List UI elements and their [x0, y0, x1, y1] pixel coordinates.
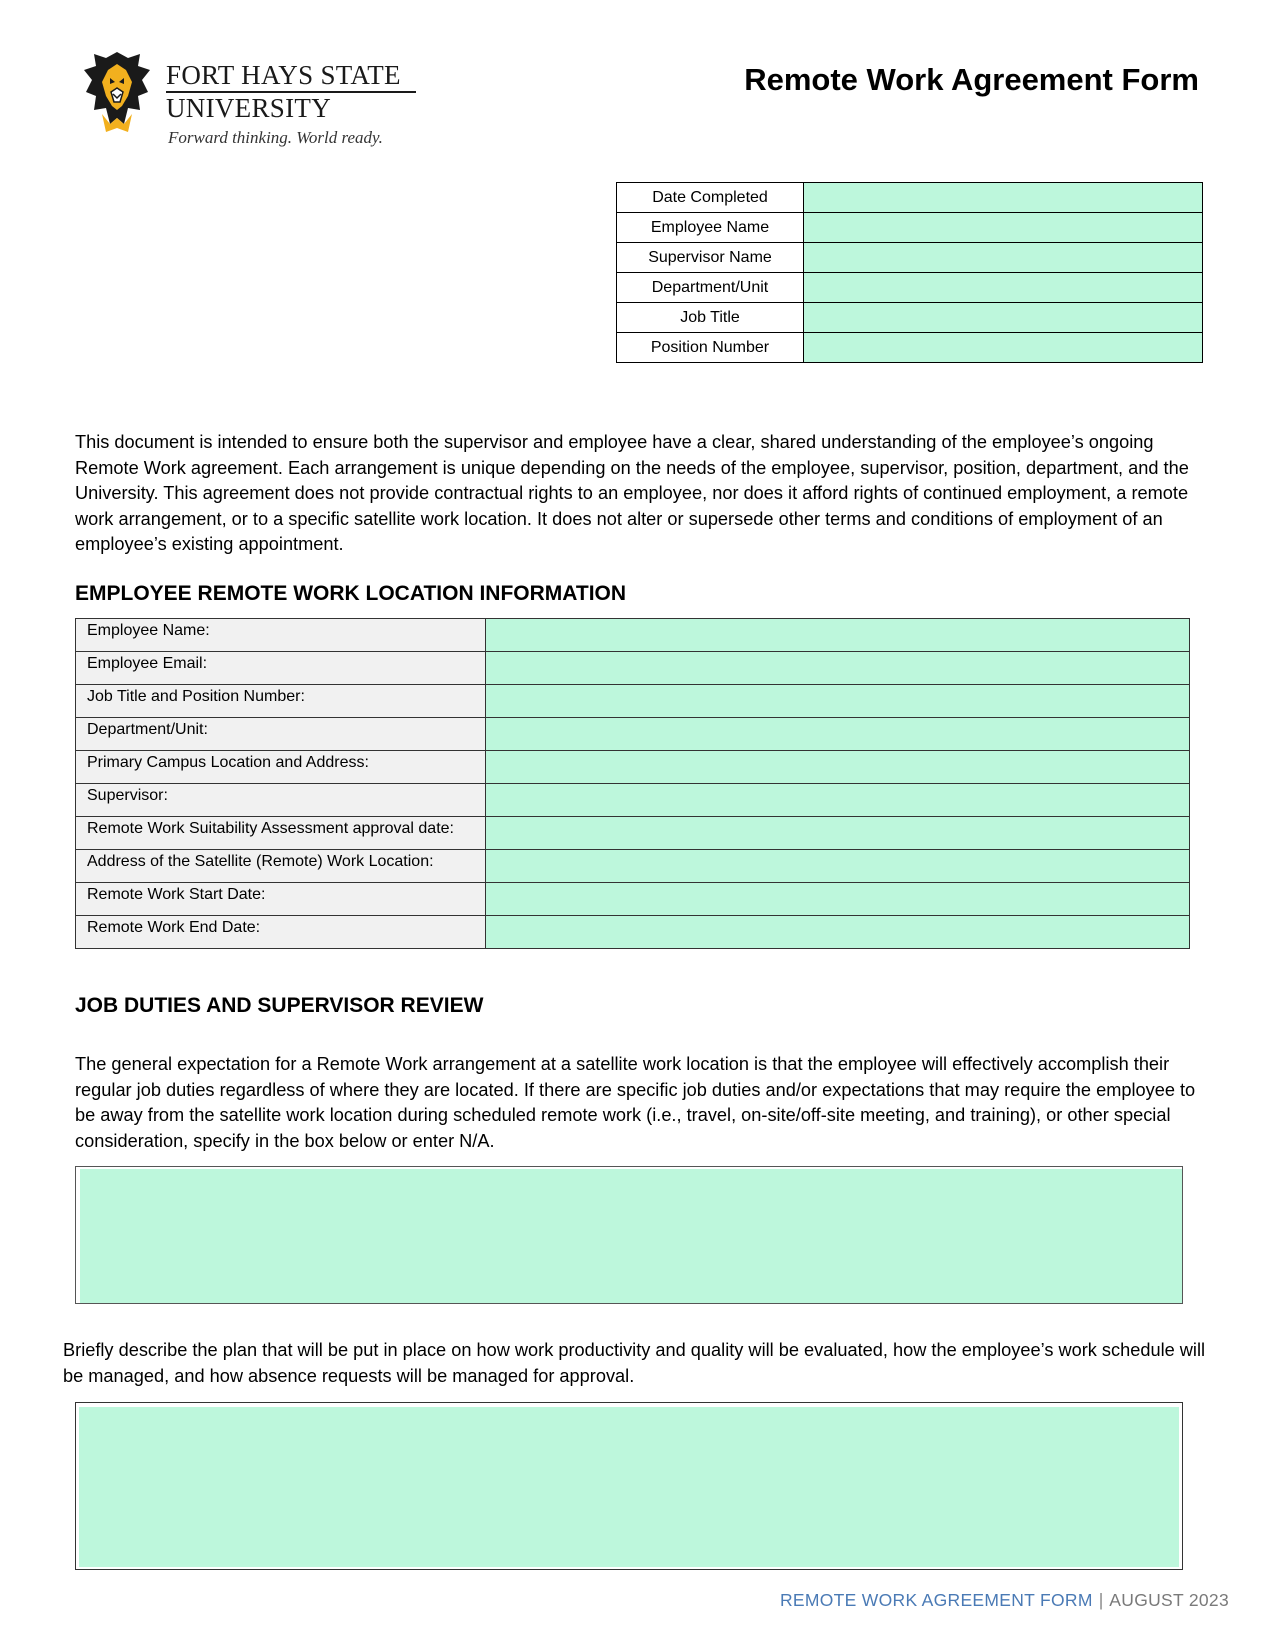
assessment-date-input[interactable] [486, 817, 1190, 850]
table-row [617, 213, 1203, 243]
job-title-label: Job Title [617, 303, 804, 333]
job-duties-textbox-fill[interactable] [80, 1169, 1182, 1303]
end-date-input[interactable] [486, 916, 1190, 949]
supervisor-input[interactable] [486, 784, 1190, 817]
row-label: Address of the Satellite (Remote) Work Location: [76, 850, 486, 883]
logo-line-1: FORT HAYS STATE [166, 60, 401, 90]
header-info-table [616, 182, 1203, 363]
table-row [617, 243, 1203, 273]
page-title: Remote Work Agreement Form [744, 62, 1199, 97]
primary-campus-input[interactable] [486, 751, 1190, 784]
date-completed-field[interactable] [804, 183, 1203, 213]
row-label: Remote Work End Date: [76, 916, 486, 949]
table-row [76, 619, 1190, 652]
plan-textbox-fill[interactable] [79, 1407, 1179, 1567]
department-unit-label: Department/Unit [617, 273, 804, 303]
logo-line-2: UNIVERSITY [166, 93, 331, 123]
employee-email-input[interactable] [486, 652, 1190, 685]
table-row [76, 817, 1190, 850]
table-row [76, 850, 1190, 883]
table-row [76, 652, 1190, 685]
table-row [617, 273, 1203, 303]
table-row [617, 303, 1203, 333]
logo-tagline: Forward thinking. World ready. [168, 128, 383, 147]
row-label: Employee Email: [76, 652, 486, 685]
table-row [617, 333, 1203, 363]
row-label: Supervisor: [76, 784, 486, 817]
footer-separator: | [1098, 1590, 1104, 1610]
employee-name-field[interactable] [804, 213, 1203, 243]
plan-textbox[interactable] [75, 1402, 1183, 1570]
location-info-table [75, 618, 1190, 949]
table-row [617, 183, 1203, 213]
row-label: Employee Name: [76, 619, 486, 652]
table-row [76, 718, 1190, 751]
table-row [76, 883, 1190, 916]
row-label: Remote Work Suitability Assessment approval date: [76, 817, 486, 850]
page-footer [780, 1590, 1229, 1611]
row-label: Primary Campus Location and Address: [76, 751, 486, 784]
department-unit-field[interactable] [804, 273, 1203, 303]
date-completed-label: Date Completed [617, 183, 804, 213]
position-number-field[interactable] [804, 333, 1203, 363]
row-label: Job Title and Position Number: [76, 685, 486, 718]
table-row [76, 685, 1190, 718]
supervisor-name-label: Supervisor Name [617, 243, 804, 273]
location-section-heading: EMPLOYEE REMOTE WORK LOCATION INFORMATION [75, 582, 627, 605]
employee-name-input[interactable] [486, 619, 1190, 652]
footer-date: AUGUST 2023 [1109, 1590, 1229, 1610]
tiger-mascot-icon [80, 48, 154, 134]
job-title-position-input[interactable] [486, 685, 1190, 718]
table-row [76, 916, 1190, 949]
university-logo [80, 48, 420, 152]
department-unit-input[interactable] [486, 718, 1190, 751]
row-label: Remote Work Start Date: [76, 883, 486, 916]
position-number-label: Position Number [617, 333, 804, 363]
start-date-input[interactable] [486, 883, 1190, 916]
employee-name-label: Employee Name [617, 213, 804, 243]
duties-section-heading: JOB DUTIES AND SUPERVISOR REVIEW [75, 994, 484, 1017]
satellite-address-input[interactable] [486, 850, 1190, 883]
intro-paragraph: This document is intended to ensure both the supervisor and employee have a clear, shared understanding of the employee’s ongoing Remote Work agreement. Each arrangement is unique depending on the needs of the employee, supervisor, position, department, and the University. This agreement does not provide contractual rights to an employee, nor does it afford rights of continued employment, a remote work arrangement, or to a specific satellite work location. It does not alter or supersede other terms and conditions of employment of an employee’s existing appointment. [75, 432, 1189, 554]
table-row [76, 784, 1190, 817]
row-label: Department/Unit: [76, 718, 486, 751]
duties-paragraph: The general expectation for a Remote Work arrangement at a satellite work location is that the employee will effectively accomplish their regular job duties regardless of where they are located. If there are specific job duties and/or expectations that may require the employee to be away from the satellite work location during scheduled remote work (i.e., travel, on-site/off-site meeting, and training), or other special consideration, specify in the box below or enter N/A. [75, 1054, 1196, 1151]
supervisor-name-field[interactable] [804, 243, 1203, 273]
job-duties-textbox[interactable] [75, 1166, 1183, 1304]
table-row [76, 751, 1190, 784]
footer-form-name: REMOTE WORK AGREEMENT FORM [779, 1590, 1093, 1610]
plan-paragraph: Briefly describe the plan that will be put in place on how work productivity and quality will be evaluated, how the employee’s work schedule will be managed, and how absence requests will be managed for approval. [63, 1340, 1206, 1386]
job-title-field[interactable] [804, 303, 1203, 333]
